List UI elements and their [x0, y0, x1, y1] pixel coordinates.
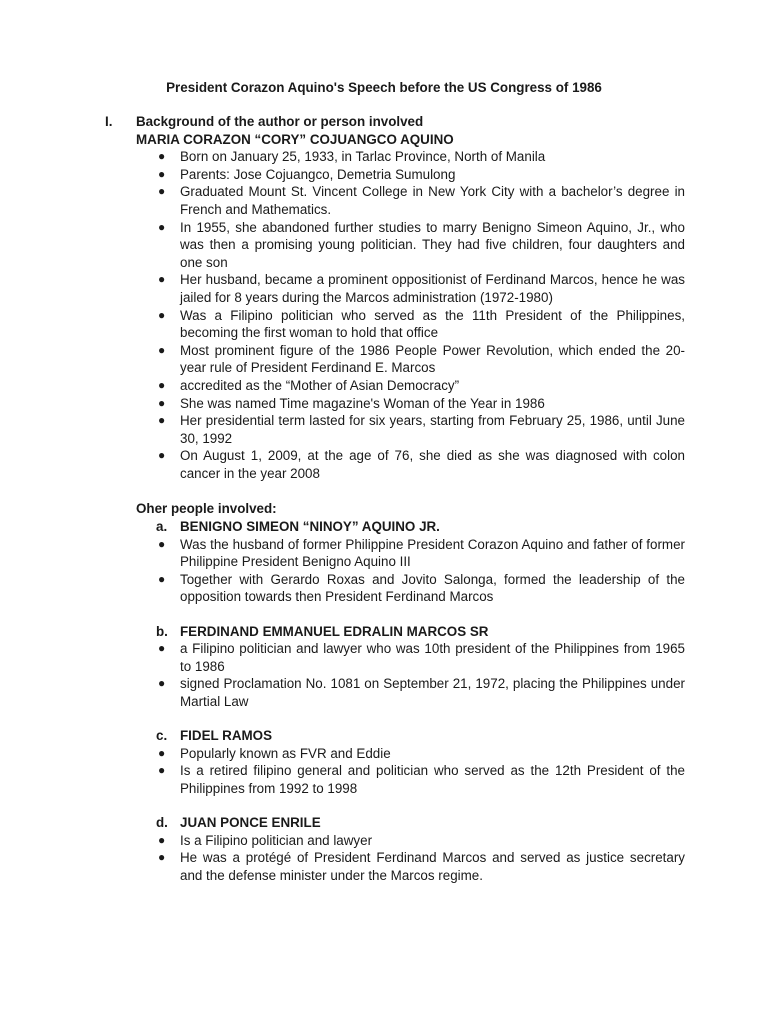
person-bullets — [105, 640, 685, 710]
bullet-icon: ● — [158, 377, 166, 392]
bullet-item: ● On August 1, 2009, at the age of 76, she died as she was diagnosed with colon cancer in the year 2008 — [158, 448, 685, 481]
bullet-icon: ● — [158, 272, 166, 287]
bullet-item: ● accredited as the “Mother of Asian Democracy” — [158, 377, 460, 393]
bullet-item: ● Her husband, became a prominent oppositionist of Ferdinand Marcos, hence he was jailed for 8 years during the Marcos administration (1972-1980) — [158, 272, 685, 305]
bullet-icon: ● — [158, 676, 166, 691]
person-heading — [105, 727, 685, 745]
bullet-item: ● Is a retired filipino general and politician who served as the 12th President of the Philippines from 1992 to 1998 — [158, 763, 685, 796]
bullet-item: ● In 1955, she abandoned further studies to marry Benigno Simeon Aquino, Jr., who was then a promising young politician. They had five children, four daughters and one son — [158, 219, 685, 270]
person-letter: c. — [156, 728, 168, 744]
person-heading — [105, 623, 685, 641]
bullet-item: ● signed Proclamation No. 1081 on September 21, 1972, placing the Philippines under Martial Law — [158, 676, 685, 709]
main-person-name: MARIA CORAZON “CORY” COJUANGCO AQUINO — [136, 131, 454, 147]
bullet-icon: ● — [158, 342, 166, 357]
bullet-icon: ● — [158, 571, 166, 586]
bullet-item: ● a Filipino politician and lawyer who was 10th president of the Philippines from 1965 to 1986 — [158, 641, 685, 674]
bullet-icon: ● — [158, 745, 166, 760]
bullet-item: ● He was a protégé of President Ferdinand Marcos and served as justice secretary and the defense minister under the Marcos regime. — [158, 850, 685, 883]
bullet-icon: ● — [158, 395, 166, 410]
person-bullets — [105, 536, 685, 606]
person-name: JUAN PONCE ENRILE — [180, 815, 321, 831]
bullet-icon: ● — [158, 448, 166, 463]
bullet-icon: ● — [158, 184, 166, 199]
person-bullets — [105, 832, 685, 885]
bullet-icon: ● — [158, 307, 166, 322]
bullet-item: ● Was a Filipino politician who served as the 11th President of the Philippines, becoming the first woman to hold that office — [158, 307, 685, 341]
bullet-item: ● Was the husband of former Philippine President Corazon Aquino and father of former Philippine President Benigno Aquino III — [158, 536, 685, 570]
section-number: I. — [105, 114, 113, 129]
bullet-icon: ● — [158, 166, 166, 181]
main-person-bullets — [105, 148, 685, 482]
bullet-icon: ● — [158, 763, 166, 778]
person-letter: d. — [156, 815, 168, 831]
document-title: President Corazon Aquino's Speech before the US Congress of 1986 — [166, 80, 602, 95]
bullet-icon: ● — [158, 149, 166, 164]
section-heading — [105, 113, 685, 131]
section-heading-text: Background of the author or person involved — [136, 114, 424, 129]
person-letter: a. — [156, 519, 168, 535]
bullet-icon: ● — [158, 413, 166, 428]
bullet-item: ● Most prominent figure of the 1986 People Power Revolution, which ended the 20-year rule of President Ferdinand E. Marcos — [158, 342, 685, 376]
others-heading: Oher people involved: — [136, 501, 277, 517]
section-background — [105, 113, 685, 885]
bullet-icon: ● — [158, 832, 166, 847]
person-name: FIDEL RAMOS — [180, 728, 273, 744]
bullet-icon: ● — [158, 850, 166, 865]
bullet-item: ● Born on January 25, 1933, in Tarlac Province, North of Manila — [158, 149, 546, 165]
bullet-icon: ● — [158, 641, 166, 656]
person-letter: b. — [156, 623, 168, 639]
bullet-item: ● She was named Time magazine's Woman of the Year in 1986 — [158, 395, 545, 411]
bullet-icon: ● — [158, 219, 166, 234]
person-heading — [105, 814, 685, 832]
bullet-icon: ● — [158, 536, 166, 551]
bullet-item: ● Popularly known as FVR and Eddie — [158, 745, 391, 761]
bullet-item: ● Together with Gerardo Roxas and Jovito Salonga, formed the leadership of the opposition towards then President Ferdinand Marcos — [158, 571, 685, 605]
person-heading — [105, 518, 685, 536]
bullet-item: ● Parents: Jose Cojuangco, Demetria Sumulong — [158, 166, 456, 182]
bullet-item: ● Graduated Mount St. Vincent College in New York City with a bachelor’s degree in French and Mathematics. — [158, 184, 685, 217]
person-name: FERDINAND EMMANUEL EDRALIN MARCOS SR — [180, 623, 489, 639]
person-bullets — [105, 745, 685, 798]
bullet-item: ● Her presidential term lasted for six years, starting from February 25, 1986, until June 30, 1992 — [158, 413, 685, 446]
bullet-item: ● Is a Filipino politician and lawyer — [158, 832, 373, 848]
person-name: BENIGNO SIMEON “NINOY” AQUINO JR. — [180, 519, 440, 535]
